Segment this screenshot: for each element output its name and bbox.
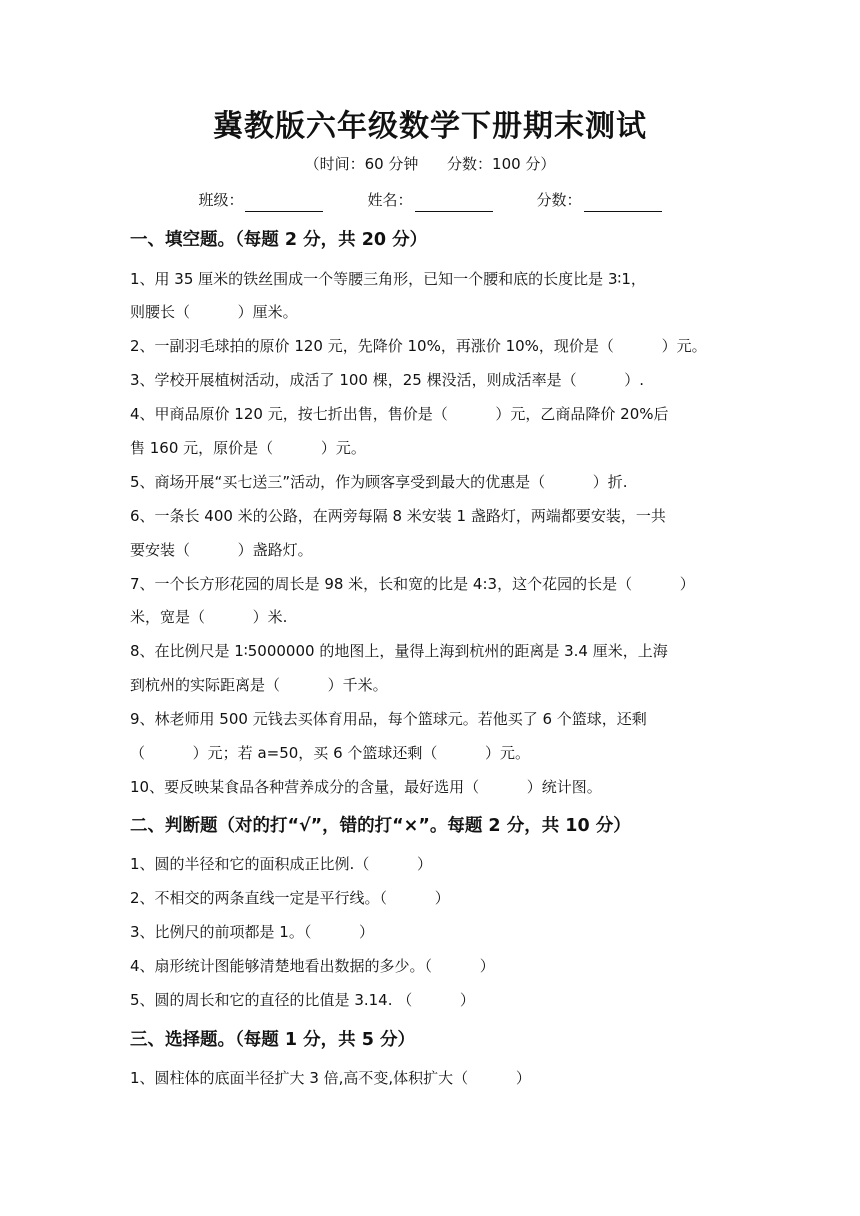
question-line: 4、扇形统计图能够清楚地看出数据的多少。（ ） — [130, 957, 495, 975]
section-fill-in-heading: 一、填空题。（每题 2 分，共 20 分） — [130, 230, 428, 250]
question-line: 7、一个长方形花园的周长是 98 米，长和宽的比是 4:3，这个花园的长是（ ） — [130, 575, 695, 593]
question-line: 1、用 35 厘米的铁丝围成一个等腰三角形，已知一个腰和底的长度比是 3∶1， — [130, 270, 646, 288]
name-blank[interactable] — [415, 195, 493, 212]
question-line: 售 160 元，原价是（ ）元。 — [130, 439, 366, 457]
page-title: 冀教版六年级数学下册期末测试 — [213, 109, 647, 144]
score-blank[interactable] — [584, 195, 662, 212]
class-field[interactable] — [198, 188, 323, 212]
question-line: 5、商场开展“买七送三”活动，作为顾客享受到最大的优惠是（ ）折. — [130, 473, 628, 491]
question-line: 5、圆的周长和它的直径的比值是 3.14. （ ） — [130, 991, 475, 1009]
question-line: 2、一副羽毛球拍的原价 120 元，先降价 10%，再涨价 10%，现价是（ ）元。 — [130, 337, 707, 355]
question-line: 10、要反映某食品各种营养成分的含量，最好选用（ ）统计图。 — [130, 778, 602, 796]
question-line: （ ）元；若 a=50，买 6 个篮球还剩（ ）元。 — [130, 744, 531, 762]
question-line: 要安装（ ）盏路灯。 — [130, 541, 313, 559]
question-line: 1、圆柱体的底面半径扩大 3 倍,高不变,体积扩大（ ） — [130, 1069, 531, 1087]
name-field[interactable] — [367, 188, 492, 212]
section-multiple-choice-heading: 三、选择题。（每题 1 分，共 5 分） — [130, 1030, 415, 1050]
question-line: 2、不相交的两条直线一定是平行线。（ ） — [130, 889, 450, 907]
question-line: 6、一条长 400 米的公路，在两旁每隔 8 米安装 1 盏路灯，两端都要安装，一共 — [130, 507, 666, 525]
class-blank[interactable] — [245, 195, 323, 212]
question-line: 4、甲商品原价 120 元，按七折出售，售价是（ ）元，乙商品降价 20%后 — [130, 405, 669, 423]
class-label: 班级： — [198, 191, 244, 209]
question-line: 则腰长（ ）厘米。 — [130, 303, 298, 321]
section-true-false-heading: 二、判断题（对的打“√”，错的打“×”。每题 2 分，共 10 分） — [130, 816, 631, 836]
question-line: 1、圆的半径和它的面积成正比例.（ ） — [130, 855, 432, 873]
question-line: 3、比例尺的前项都是 1。（ ） — [130, 923, 375, 941]
question-line: 8、在比例尺是 1∶5000000 的地图上，量得上海到杭州的距离是 3.4 厘米，上海 — [130, 642, 668, 660]
question-line: 3、学校开展植树活动，成活了 100 棵，25 棵没活，则成活率是（ ）. — [130, 371, 645, 389]
score-field[interactable] — [537, 188, 662, 212]
question-line: 到杭州的实际距离是（ ）千米。 — [130, 676, 388, 694]
score-label: 分数： — [536, 191, 582, 209]
name-label: 姓名： — [367, 191, 413, 209]
question-line: 9、林老师用 500 元钱去买体育用品，每个篮球元。若他买了 6 个篮球，还剩 — [130, 710, 647, 728]
question-line: 米，宽是（ ）米. — [130, 608, 288, 626]
exam-duration-score: （时间：60 分钟 分数：100 分） — [304, 155, 556, 173]
student-info-row — [0, 188, 860, 212]
